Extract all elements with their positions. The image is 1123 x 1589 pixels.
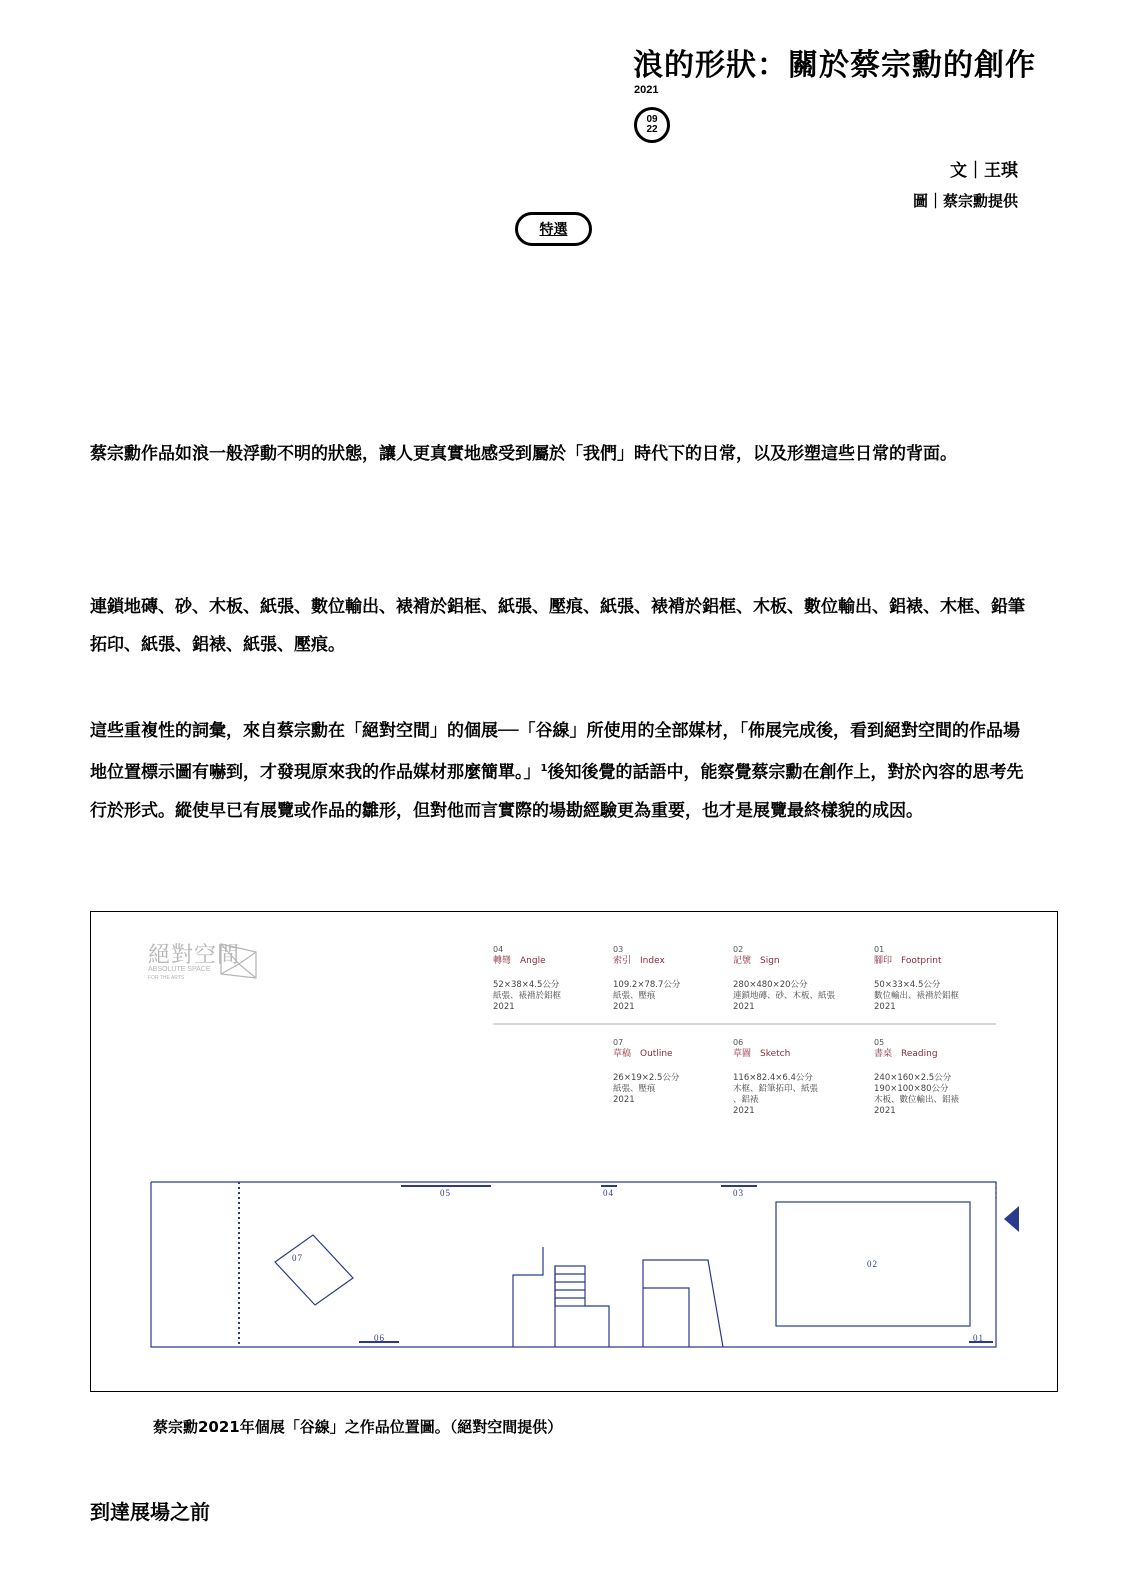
body-paragraph bbox=[90, 712, 1030, 830]
works-legend bbox=[493, 945, 960, 1116]
work-material: 紙張、裱褙於鋁框 bbox=[493, 991, 562, 1001]
plan-label-07: 07 bbox=[292, 1253, 303, 1263]
work-number: 01 bbox=[874, 945, 885, 954]
plan-labels bbox=[292, 1188, 984, 1343]
photo-credit: 圖｜蔡宗勳提供 bbox=[912, 192, 1018, 210]
stairs-icon bbox=[555, 1266, 585, 1306]
figure-caption: 蔡宗勳2021年個展「谷線」之作品位置圖。（絕對空間提供） bbox=[153, 1418, 563, 1436]
gallery-logo bbox=[148, 942, 256, 981]
work-title: 索引 Index bbox=[613, 956, 665, 966]
work-year: 2021 bbox=[874, 1002, 896, 1012]
work-title: 腳印 Footprint bbox=[874, 956, 942, 966]
work-number: 06 bbox=[733, 1038, 744, 1047]
floor-plan-svg bbox=[91, 912, 1057, 1391]
floor-plan bbox=[151, 1182, 1019, 1347]
work-material: 190×100×80公分 bbox=[874, 1084, 949, 1094]
stair-wall bbox=[513, 1247, 543, 1347]
plan-label-03: 03 bbox=[733, 1188, 744, 1198]
work-title: 草稿 Outline bbox=[613, 1049, 673, 1059]
category-tag[interactable]: 特選 bbox=[515, 212, 592, 246]
work-number: 03 bbox=[613, 945, 624, 954]
work-size: 280×480×20公分 bbox=[733, 980, 808, 990]
work-size: 240×160×2.5公分 bbox=[874, 1073, 952, 1083]
work-number: 07 bbox=[613, 1038, 624, 1047]
section-heading: 到達展場之前 bbox=[90, 1500, 210, 1524]
logo-en-2: FOR THE ARTS bbox=[148, 975, 185, 981]
work-number: 04 bbox=[493, 945, 504, 954]
work-size: 26×19×2.5公分 bbox=[613, 1073, 680, 1083]
publish-year: 2021 bbox=[634, 84, 659, 96]
work-material: 數位輸出、裱褙於鋁框 bbox=[874, 991, 960, 1001]
work-size: 52×38×4.5公分 bbox=[493, 980, 560, 990]
plan-label-06: 06 bbox=[374, 1333, 385, 1343]
plan-label-02: 02 bbox=[867, 1259, 878, 1269]
work-material: 紙張、壓痕 bbox=[613, 1084, 656, 1094]
publish-month: 09 bbox=[646, 114, 658, 125]
logo-cn: 絕對空間 bbox=[148, 942, 241, 967]
work-year: 2021 bbox=[493, 1002, 515, 1012]
work-title: 轉彎 Angle bbox=[493, 956, 546, 966]
work-material: 木框、鉛筆拓印、紙張 bbox=[733, 1084, 819, 1094]
work-material-extra: 、鋁裱 bbox=[733, 1095, 759, 1105]
stair-landing bbox=[585, 1306, 609, 1347]
publish-date-badge bbox=[634, 107, 670, 143]
work-title: 記號 Sign bbox=[733, 956, 780, 966]
article-title: 浪的形狀：關於蔡宗勳的創作 bbox=[633, 48, 1036, 83]
plan-label-04: 04 bbox=[603, 1188, 614, 1198]
footnote-ref[interactable]: 1 bbox=[540, 763, 548, 774]
work-year: 2021 bbox=[874, 1106, 896, 1116]
materials-paragraph: 連鎖地磚、砂、木板、紙張、數位輸出、裱褙於鋁框、紙張、壓痕、紙張、裱褙於鋁框、木板、數位輸出、鋁裱、木框、鉛筆拓印、紙張、鋁裱、紙張、壓痕。 bbox=[90, 597, 1025, 655]
floor-plan-figure bbox=[90, 911, 1058, 1392]
work-title: 草圖 Sketch bbox=[733, 1049, 791, 1059]
publish-day: 22 bbox=[646, 124, 658, 135]
logo-en-1: ABSOLUTE SPACE bbox=[148, 966, 211, 973]
work-year: 2021 bbox=[613, 1095, 635, 1105]
work-number: 05 bbox=[874, 1038, 885, 1047]
work-material: 連鎖地磚、砂、木板、紙張 bbox=[733, 991, 836, 1001]
work-material: 紙張、壓痕 bbox=[613, 991, 656, 1001]
entrance-arrow-icon bbox=[1004, 1206, 1019, 1232]
work-title: 書桌 Reading bbox=[874, 1049, 938, 1059]
work-year: 2021 bbox=[733, 1002, 755, 1012]
work-07-shape bbox=[275, 1235, 353, 1305]
work-size: 109.2×78.7公分 bbox=[613, 980, 681, 990]
body-text-before-note: 這些重複性的詞彙，來自蔡宗勳在「絕對空間」的個展──「谷線」所使用的全部媒材，「佈展完成後，看到絕對空間的作品場地位置標示圖有嚇到，才發現原來我的作品媒材那麼簡單。」 bbox=[90, 721, 1020, 783]
work-number: 02 bbox=[733, 945, 744, 954]
body-text-after-note: 後知後覺的話語中，能察覺蔡宗勳在創作上，對於內容的思考先行於形式。縱使早已有展覽或作品的雛形，但對他而言實際的場勘經驗更為重要，也才是展覽最終樣貌的成因。 bbox=[90, 762, 1024, 821]
plan-label-05: 05 bbox=[440, 1188, 451, 1198]
work-year: 2021 bbox=[733, 1106, 755, 1116]
counter-inner bbox=[643, 1288, 689, 1347]
work-size: 116×82.4×6.4公分 bbox=[733, 1073, 813, 1083]
work-size: 50×33×4.5公分 bbox=[874, 980, 941, 990]
work-year: 2021 bbox=[613, 1002, 635, 1012]
author-credit: 文｜王琪 bbox=[950, 161, 1018, 181]
lead-paragraph: 蔡宗勳作品如浪一般浮動不明的狀態，讓人更真實地感受到屬於「我們」時代下的日常，以及形塑這些日常的背面。 bbox=[90, 444, 957, 464]
counter-outer bbox=[643, 1260, 723, 1347]
work-material-extra: 木板、數位輸出、鋁裱 bbox=[874, 1095, 960, 1105]
plan-label-01: 01 bbox=[973, 1333, 984, 1343]
